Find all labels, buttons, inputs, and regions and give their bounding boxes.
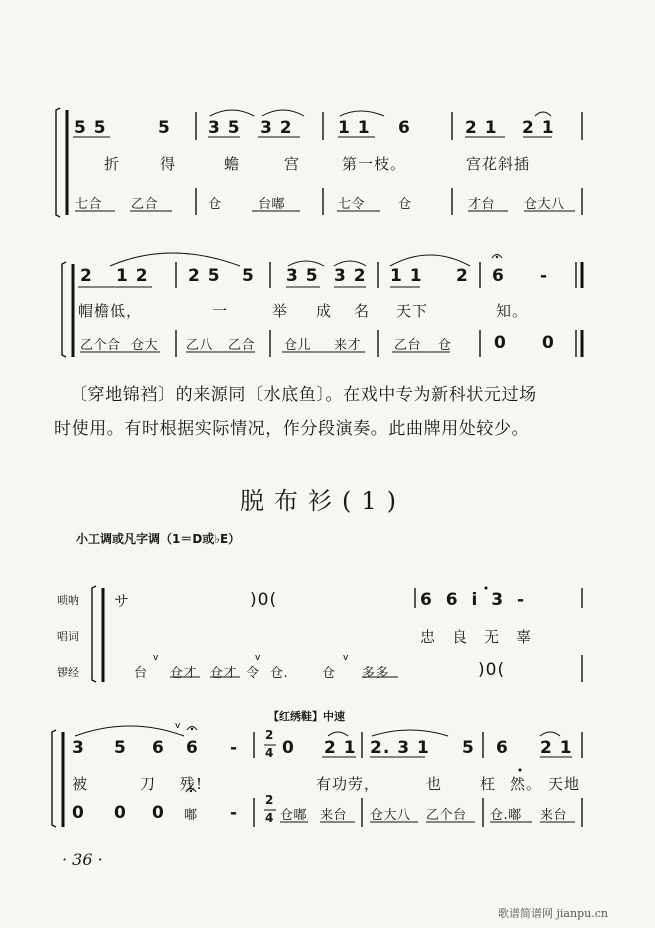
- section-title: 脱布衫(1): [240, 487, 406, 515]
- lyric: 被: [72, 775, 89, 793]
- part-label-suona: 唢呐: [57, 594, 79, 607]
- percussion: 仓大八: [524, 197, 565, 212]
- free-meter-mark: サ: [114, 592, 131, 610]
- note: 5: [462, 738, 475, 758]
- percussion: 台: [134, 666, 148, 681]
- paragraph-line: 〔穿地锦裆〕的来源同〔水底鱼〕。在戏中专为新科状元过场: [70, 385, 537, 405]
- percussion: 来台: [320, 808, 348, 823]
- lyric: 一: [212, 302, 229, 320]
- time-signature-top: 2: [265, 793, 275, 807]
- note: 2. 3 1: [370, 738, 430, 758]
- system1-bracket: [56, 108, 60, 217]
- lyric: 宫花斜插: [466, 155, 531, 173]
- percussion: 0: [542, 333, 555, 353]
- lyric: 枉: [480, 775, 497, 793]
- time-signature-bottom: 4: [265, 746, 275, 760]
- percussion: -: [230, 803, 239, 823]
- note: 0: [282, 738, 295, 758]
- lyric: 成: [316, 302, 333, 320]
- lyric: 帽檐低，: [78, 302, 143, 320]
- system3-bracket: [92, 586, 96, 682]
- lyric: 天下: [396, 302, 429, 320]
- percussion: 仓才: [210, 666, 238, 681]
- time-signature-top: 2: [265, 728, 275, 742]
- lyric: 然。: [510, 775, 543, 793]
- lyric: 辜: [516, 628, 533, 646]
- tempo-marking: 【红绣鞋】中速: [268, 710, 345, 723]
- note: 1 2: [116, 266, 149, 286]
- percussion: 仓才: [170, 666, 198, 681]
- percussion: 七合: [75, 197, 103, 212]
- note: 2 1: [324, 738, 357, 758]
- note: 3 2: [334, 266, 367, 286]
- part-label-lyrics: 唱词: [57, 630, 79, 643]
- note: 6: [492, 266, 505, 286]
- percussion: 乙合: [131, 197, 159, 212]
- percussion: 仓: [438, 338, 452, 353]
- percussion: 0: [114, 803, 127, 823]
- part-label-gongs: 锣经: [57, 666, 79, 679]
- percussion: 嘟: [184, 808, 198, 823]
- note: 6: [152, 738, 165, 758]
- percussion: 仓大: [131, 338, 159, 353]
- lyric: 也: [426, 775, 443, 793]
- note: 5: [158, 118, 171, 138]
- lyric: 无: [484, 628, 501, 646]
- note: 5 5: [74, 118, 107, 138]
- paragraph-line: 时使用。有时根据实际情况，作分段演奏。此曲牌用处较少。: [54, 419, 530, 439]
- percussion: 仓: [208, 197, 222, 212]
- percussion: 乙八: [186, 338, 214, 353]
- note: 6: [496, 738, 509, 758]
- lyric: 折: [104, 155, 121, 173]
- note: 3: [72, 738, 85, 758]
- note: 2 1: [522, 118, 555, 138]
- percussion: 乙个合: [80, 338, 121, 353]
- lyric: 有功劳，: [316, 775, 381, 793]
- lyric: 知。: [496, 302, 529, 320]
- system2-bracket: [62, 262, 66, 357]
- percussion: 仓: [322, 666, 336, 681]
- note: 5: [114, 738, 127, 758]
- percussion: 仓嘟: [280, 808, 308, 823]
- lyric: 举: [272, 302, 289, 320]
- lyric: 蟾: [224, 155, 241, 173]
- percussion: 台嘟: [258, 197, 286, 212]
- note: 3 2: [260, 118, 293, 138]
- lyric: 得: [160, 155, 177, 173]
- lyric: 残!: [180, 775, 204, 793]
- note: 2: [80, 266, 93, 286]
- svg-text:v: v: [153, 653, 159, 663]
- percussion: 来台: [540, 808, 568, 823]
- percussion: 才台: [468, 197, 496, 212]
- lyric: 忠: [420, 628, 437, 646]
- percussion: 来才: [334, 338, 362, 353]
- watermark: 歌谱简谱网 jianpu.cn: [498, 907, 608, 920]
- note: 1 1: [390, 266, 423, 286]
- percussion: 0: [72, 803, 85, 823]
- lyric: 第一枝。: [342, 155, 407, 173]
- page-number: · 36 ·: [62, 850, 103, 869]
- lyric: 刀: [140, 775, 157, 793]
- system4-bracket: [52, 730, 56, 827]
- percussion: 0: [494, 333, 507, 353]
- percussion: 0: [152, 803, 165, 823]
- note: 2 1: [540, 738, 573, 758]
- percussion: 七令: [338, 197, 366, 212]
- key-signature: 小工调或凡字调（1＝D或♭E）: [76, 532, 241, 546]
- percussion: 仓: [398, 197, 412, 212]
- note: 5: [242, 266, 255, 286]
- percussion: 仓大八: [370, 808, 411, 823]
- note: 2: [456, 266, 469, 286]
- note: 6: [398, 118, 411, 138]
- note: -: [230, 738, 239, 758]
- note: 3 5: [208, 118, 241, 138]
- percussion: 仓儿: [284, 338, 312, 353]
- lyric: 宫: [284, 155, 301, 173]
- svg-text:v: v: [255, 653, 261, 663]
- percussion: 仓.: [270, 666, 289, 681]
- note: 2 1: [465, 118, 498, 138]
- lyric: 良: [452, 628, 469, 646]
- lyric: 名: [354, 302, 371, 320]
- note: 2 5: [188, 266, 221, 286]
- percussion: 乙个台: [426, 808, 467, 823]
- percussion: 仓.嘟: [490, 808, 522, 823]
- note: -: [540, 266, 549, 286]
- svg-text:v: v: [343, 653, 349, 663]
- note: 1 1: [338, 118, 371, 138]
- time-signature-bottom: 4: [265, 811, 275, 825]
- note: 6: [186, 738, 199, 758]
- lyric: 天地: [548, 775, 581, 793]
- percussion: 多多: [362, 666, 390, 681]
- repeat-mark: )0(: [250, 590, 278, 610]
- percussion: 乙合: [228, 338, 256, 353]
- svg-text:v: v: [175, 721, 181, 731]
- note: 3 5: [286, 266, 319, 286]
- percussion: 令: [246, 666, 260, 681]
- repeat-mark: )0(: [478, 660, 506, 680]
- note: 6 6 i 3 -: [420, 590, 526, 610]
- percussion: 乙台: [394, 338, 422, 353]
